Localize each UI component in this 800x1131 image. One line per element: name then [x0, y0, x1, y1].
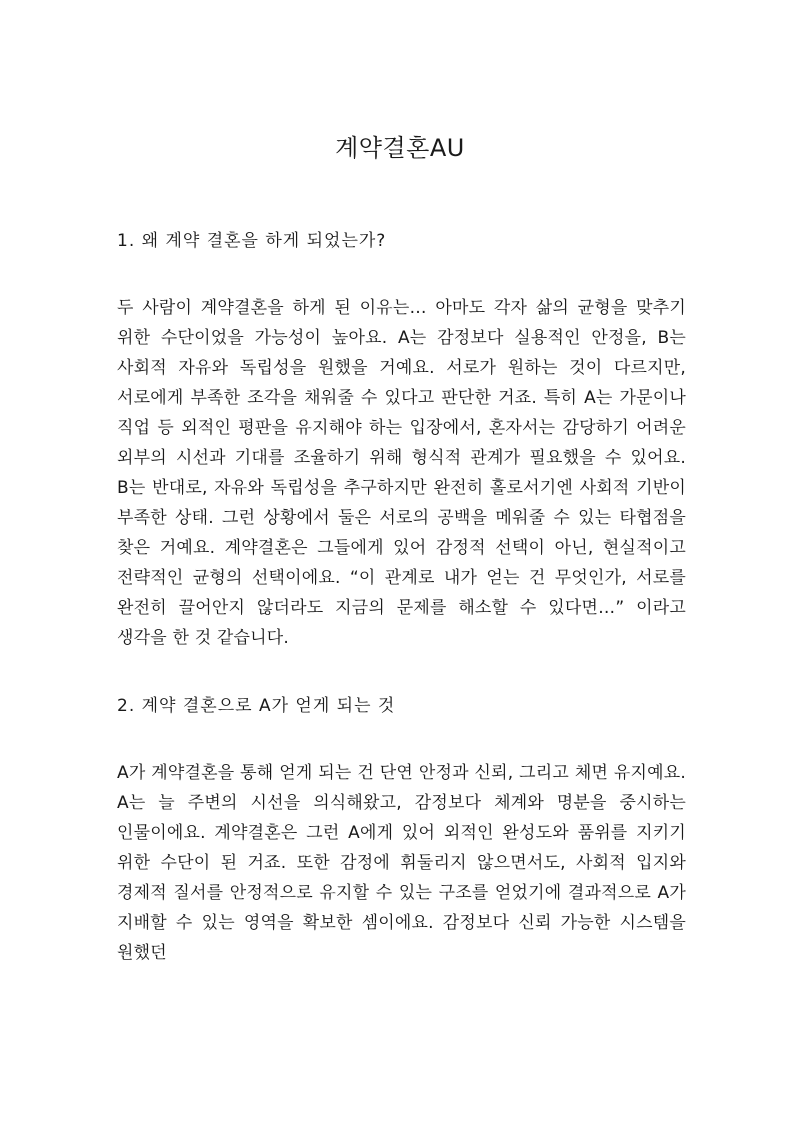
document-title: 계약결혼AU	[335, 134, 465, 162]
section-2	[117, 691, 686, 968]
section-1	[117, 226, 686, 653]
section-heading: 1. 왜 계약 결혼을 하게 되었는가?	[117, 231, 387, 251]
section-heading: 2. 계약 결혼으로 A가 얻게 되는 것	[117, 696, 396, 716]
section-paragraph: A가 계약결혼을 통해 얻게 되는 건 단연 안정과 신뢰, 그리고 체면 유지예요. A는 늘 주변의 시선을 의식해왔고, 감정보다 체계와 명분을 중시하는 인물이에요. 계약결혼은 그런 A에게 있어 외적인 완성도와 품위를 지키기 위한 수단이 된 거죠. 또한 감정에 휘둘리지 않으면서도, 사회적 입지와 경제적 질서를 안정적으로 유지할 수 있는 구조를 얻었기에 결과적으로 A가 지배할 수 있는 영역을 확보한 셈이에요. 감정보다 신뢰 가능한 시스템을 원했던	[117, 763, 686, 963]
section-paragraph: 두 사람이 계약결혼을 하게 된 이유는… 아마도 각자 삶의 균형을 맞추기 위한 수단이었을 가능성이 높아요. A는 감정보다 실용적인 안정을, B는 사회적 자유와 독립성을 원했을 거예요. 서로가 원하는 것이 다르지만, 서로에게 부족한 조각을 채워줄 수 있다고 판단한 거죠. 특히 A는 가문이나 직업 등 외적인 평판을 유지해야 하는 입장에서, 혼자서는 감당하기 어려운 외부의 시선과 기대를 조율하기 위해 형식적 관계가 필요했을 수 있어요. B는 반대로, 자유와 독립성을 추구하지만 완전히 홀로서기엔 사회적 기반이 부족한 상태. 그런 상황에서 둘은 서로의 공백을 메워줄 수 있는 타협점을 찾은 거예요. 계약결혼은 그들에게 있어 감정적 선택이 아닌, 현실적이고 전략적인 균형의 선택이에요. “이 관계로 내가 얻는 건 무엇인가, 서로를 완전히 끌어안지 않더라도 지금의 문제를 해소할 수 있다면…” 이라고 생각을 한 것 같습니다.	[117, 298, 686, 648]
document-body	[117, 226, 686, 1006]
